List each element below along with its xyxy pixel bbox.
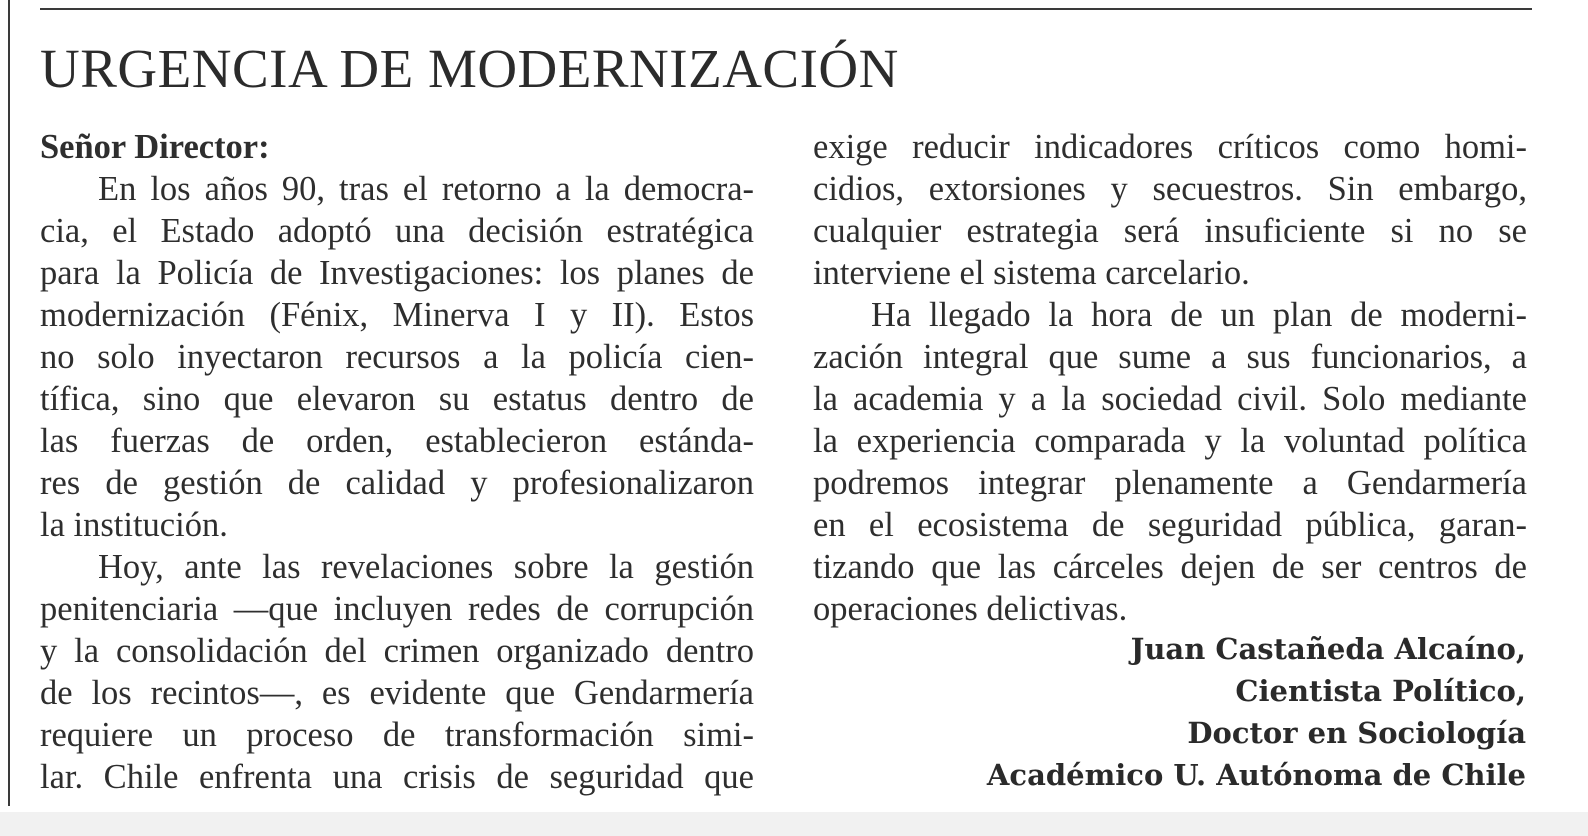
paragraph-3-line: zación integral que sume a sus funcionarios, a: [813, 338, 1527, 376]
author-title: Cientista Político,: [1235, 674, 1526, 708]
paragraph-1-line: cia, el Estado adoptó una decisión estratégica: [40, 212, 754, 250]
paragraph-1-line: tífica, sino que elevaron su estatus dentro de: [40, 380, 754, 418]
paragraph-3-line: la academia y a la sociedad civil. Solo mediante: [813, 380, 1527, 418]
paragraph-3-line: operaciones delictivas.: [813, 590, 1128, 628]
top-rule: [40, 8, 1532, 10]
author-affiliation: Académico U. Autónoma de Chile: [986, 758, 1526, 792]
letter-headline: URGENCIA DE MODERNIZACIÓN: [40, 38, 899, 99]
paragraph-1-line: no solo inyectaron recursos a la policía cien-: [40, 338, 754, 376]
paragraph-1-line: la institución.: [40, 506, 228, 544]
paragraph-2-line: cualquier estrategia será insuficiente si no se: [813, 212, 1527, 250]
author-degree: Doctor en Sociología: [1187, 716, 1526, 750]
paragraph-2-line: de los recintos—, es evidente que Gendarmería: [40, 674, 754, 712]
paragraph-3-line: podremos integrar plenamente a Gendarmería: [813, 464, 1527, 502]
paragraph-3-line: tizando que las cárceles dejen de ser centros de: [813, 548, 1527, 586]
paragraph-2-line: interviene el sistema carcelario.: [813, 254, 1250, 292]
left-column-rule: [8, 0, 10, 806]
paragraph-1-line: las fuerzas de orden, establecieron estánda-: [40, 422, 754, 460]
author-name: Juan Castañeda Alcaíno,: [1130, 632, 1526, 666]
paragraph-1-line: para la Policía de Investigaciones: los planes de: [40, 254, 754, 292]
paragraph-2-line: cidios, extorsiones y secuestros. Sin embargo,: [813, 170, 1527, 208]
paragraph-3-line: Ha llegado la hora de un plan de moderni-: [871, 296, 1527, 334]
paragraph-1-line: En los años 90, tras el retorno a la democra-: [98, 170, 754, 208]
paragraph-2-line: y la consolidación del crimen organizado dentro: [40, 632, 754, 670]
paragraph-2-line: lar. Chile enfrenta una crisis de seguridad que: [40, 758, 754, 796]
paragraph-2-line: exige reducir indicadores críticos como homi-: [813, 128, 1527, 166]
paragraph-2-line: penitenciaria —que incluyen redes de corrupción: [40, 590, 754, 628]
paragraph-2-line: Hoy, ante las revelaciones sobre la gestión: [98, 548, 754, 586]
paragraph-3-line: la experiencia comparada y la voluntad política: [813, 422, 1527, 460]
paragraph-2-line: requiere un proceso de transformación simi-: [40, 716, 754, 754]
paragraph-1-line: modernización (Fénix, Minerva I y II). Estos: [40, 296, 754, 334]
signature-block: [987, 628, 1526, 796]
paragraph-1-line: res de gestión de calidad y profesionalizaron: [40, 464, 754, 502]
letter-column-right: [813, 126, 1527, 630]
salutation: Señor Director:: [40, 128, 270, 166]
letter-column-left: [40, 126, 754, 798]
paragraph-3-line: en el ecosistema de seguridad pública, garan-: [813, 506, 1527, 544]
page-bottom-edge: [0, 812, 1588, 836]
